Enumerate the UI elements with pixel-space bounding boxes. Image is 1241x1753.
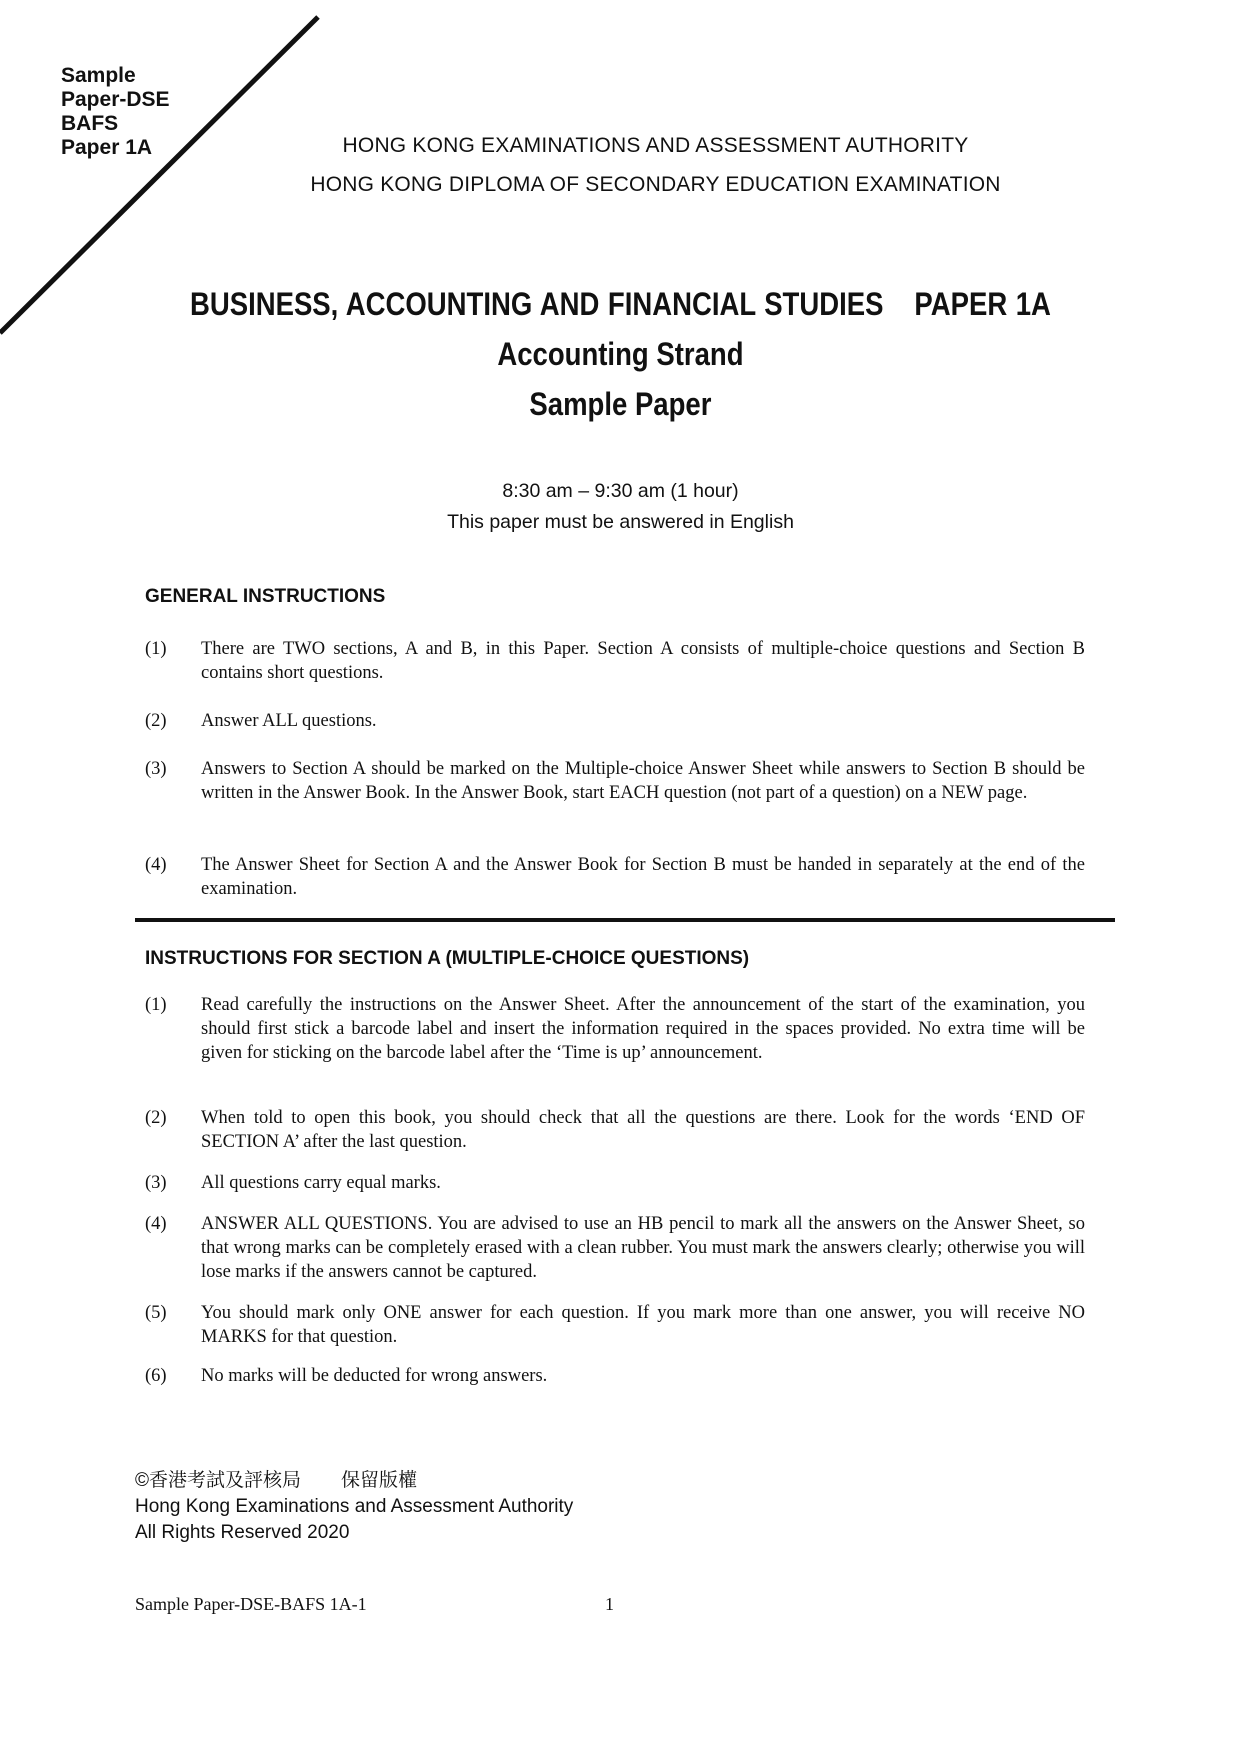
page-number: 1 (605, 1594, 614, 1614)
paper-number: PAPER 1A (914, 286, 1051, 322)
instruction-item (145, 993, 1085, 1065)
general-instructions-heading: GENERAL INSTRUCTIONS (145, 586, 386, 607)
copyright-chinese-rights: 保留版權 (341, 1470, 418, 1491)
corner-label-line: Paper-DSE (61, 88, 170, 111)
header-authority: HONG KONG EXAMINATIONS AND ASSESSMENT AUTHORITY (342, 134, 969, 157)
paper-title (87, 286, 1154, 323)
copyright-english-name: Hong Kong Examinations and Assessment Authority (135, 1496, 574, 1517)
exam-language: This paper must be answered in English (447, 511, 794, 533)
sample-paper-title: Sample Paper (529, 386, 712, 422)
instruction-item (145, 709, 1085, 733)
strand-title: Accounting Strand (497, 336, 744, 372)
item-number: (1) (145, 995, 167, 1015)
corner-label-line: BAFS (61, 112, 119, 135)
instruction-item (145, 637, 1085, 685)
item-number: (4) (145, 1214, 167, 1234)
copyright-chinese (135, 1468, 573, 1494)
instruction-item (145, 1364, 1085, 1388)
item-text: Read carefully the instructions on the Answer Sheet. After the announcement of the start of the examination, you should first stick a barcode label and insert the information required in the spaces provided. No extra time will be given for sticking on the barcode label after the ‘Time is up’ announcement. (201, 995, 1085, 1063)
item-text: No marks will be deducted for wrong answers. (201, 1366, 548, 1386)
header-exam: HONG KONG DIPLOMA OF SECONDARY EDUCATION EXAMINATION (310, 173, 1001, 196)
subject-title: BUSINESS, ACCOUNTING AND FINANCIAL STUDIES (189, 286, 884, 322)
instruction-item (145, 757, 1085, 805)
instruction-item (145, 1171, 1085, 1195)
item-text: ANSWER ALL QUESTIONS. You are advised to use an HB pencil to mark all the answers on the Answer Sheet, so that wrong marks can be completely erased with a clean rubber. You must mark the answers clearly; otherwise you will lose marks if the answers cannot be captured. (201, 1214, 1085, 1282)
instruction-item (145, 1212, 1085, 1284)
copyright-rights: All Rights Reserved 2020 (135, 1522, 350, 1543)
instruction-item (145, 1301, 1085, 1349)
item-text: When told to open this book, you should check that all the questions are there. Look for the words ‘END OF SECTION A’ after the last question. (201, 1108, 1085, 1152)
item-text: Answer ALL questions. (201, 711, 377, 731)
item-number: (6) (145, 1366, 167, 1386)
item-text: You should mark only ONE answer for each question. If you mark more than one answer, you will receive NO MARKS for that question. (201, 1303, 1085, 1347)
copyright-chinese-name: 香港考試及評核局 (149, 1470, 302, 1491)
instruction-item (145, 1106, 1085, 1154)
copyright-block (135, 1468, 573, 1546)
item-number: (4) (145, 855, 167, 875)
corner-label-line: Sample (61, 64, 136, 87)
section-divider (135, 918, 1115, 922)
exam-time: 8:30 am – 9:30 am (1 hour) (502, 480, 739, 502)
item-text: There are TWO sections, A and B, in this Paper. Section A consists of multiple-choice questions and Section B contains short questions. (201, 639, 1085, 683)
corner-label-line: Paper 1A (61, 136, 153, 159)
item-text: All questions carry equal marks. (201, 1173, 441, 1193)
item-text: Answers to Section A should be marked on the Multiple-choice Answer Sheet while answers to Section B should be written in the Answer Book. In the Answer Book, start EACH question (not part of a question) on a NEW page. (201, 759, 1085, 803)
copyright-symbol: © (135, 1470, 149, 1491)
section-a-heading: INSTRUCTIONS FOR SECTION A (MULTIPLE-CHOICE QUESTIONS) (145, 948, 750, 969)
item-number: (2) (145, 711, 167, 731)
paper-code: Sample Paper-DSE-BAFS 1A-1 (135, 1594, 367, 1614)
item-number: (1) (145, 639, 167, 659)
item-number: (5) (145, 1303, 167, 1323)
item-number: (3) (145, 759, 167, 779)
instruction-item (145, 853, 1085, 901)
item-number: (2) (145, 1108, 167, 1128)
item-number: (3) (145, 1173, 167, 1193)
item-text: The Answer Sheet for Section A and the Answer Book for Section B must be handed in separately at the end of the examination. (201, 855, 1085, 899)
